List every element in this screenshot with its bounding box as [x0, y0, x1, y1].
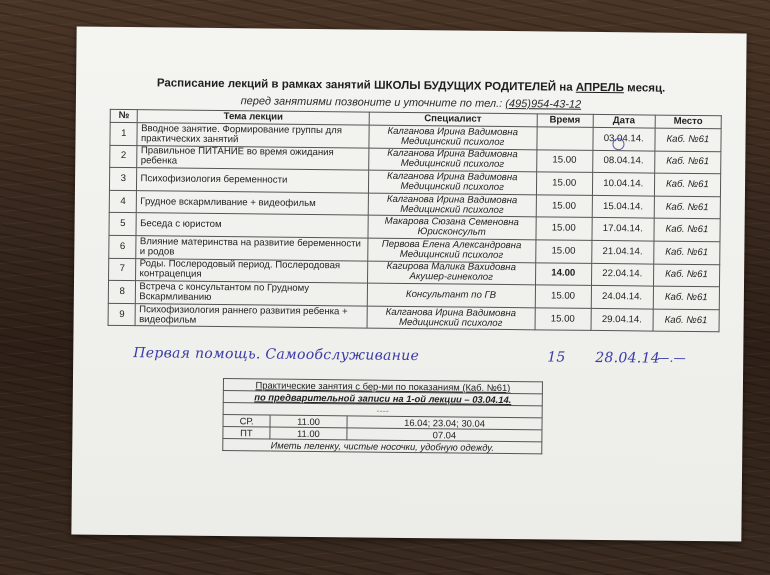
row-time: 15.00: [536, 172, 592, 195]
practice-day: ПТ: [223, 427, 270, 439]
row-place: Каб. №61: [654, 218, 720, 241]
row-specialist: Калганова Ирина Вадимовна Медицинский психолог: [367, 306, 535, 330]
row-num: 7: [109, 258, 137, 281]
row-date: 10.04.14.: [592, 173, 654, 196]
practice-time: 11.00: [270, 427, 347, 440]
row-time: 15.00: [536, 195, 592, 218]
row-date: 24.04.14.: [591, 286, 653, 309]
row-topic: Правильное ПИТАНИЕ во время ожидания ребенка: [137, 145, 368, 170]
row-time: 14.00: [535, 262, 591, 285]
row-num: 3: [109, 168, 137, 191]
practice-title: Практические занятия с бер-ми по показаниям (Каб. №61): [223, 379, 542, 394]
practice-time: 11.00: [270, 415, 347, 428]
row-time: [537, 127, 593, 150]
page-title: Расписание лекций в рамках занятий ШКОЛЫ БУДУЩИХ РОДИТЕЛЕЙ на АПРЕЛЬ месяц.: [156, 77, 666, 95]
header-num: №: [110, 109, 138, 122]
row-time: 15.00: [535, 308, 591, 331]
page-subtitle: перед занятиями позвоните и уточните по тел.: (495)954-43-12: [240, 95, 582, 111]
row-place: Каб. №61: [654, 151, 720, 174]
row-date: 03.04.14.: [593, 127, 655, 150]
row-specialist: Макарова Сюзана Семеновна Юрисконсульт: [368, 215, 536, 239]
header-specialist: Специалист: [369, 112, 537, 127]
row-place: Каб. №61: [653, 241, 719, 264]
handwritten-place: —.—: [657, 350, 687, 365]
row-date: 17.04.14.: [592, 218, 654, 241]
row-date: 08.04.14.: [592, 150, 654, 173]
row-time: 15.00: [536, 217, 592, 240]
row-num: 1: [110, 122, 138, 145]
row-topic: Роды. Послеродовый период. Послеродовая контрацепция: [136, 258, 367, 283]
practice-dashes: ----: [223, 403, 542, 418]
row-date: 21.04.14.: [591, 240, 653, 263]
row-place: Каб. №61: [653, 264, 719, 287]
row-date: 15.04.14.: [592, 195, 654, 218]
row-topic: Влияние материнства на развитие беременности и родов: [136, 236, 367, 261]
row-num: 9: [108, 303, 136, 326]
row-num: 8: [108, 281, 136, 304]
handwritten-date: 28.04.14: [595, 349, 661, 367]
header-topic: Тема лекции: [138, 110, 369, 125]
row-specialist: Первова Елена Александровна Медицинский психолог: [367, 238, 535, 262]
schedule-sheet: [71, 27, 746, 542]
row-place: Каб. №61: [654, 196, 720, 219]
practice-note-row: [223, 439, 542, 454]
row-num: 5: [109, 213, 137, 236]
title-month: АПРЕЛЬ: [575, 81, 624, 95]
row-time: 15.00: [535, 240, 591, 263]
row-num: 2: [110, 145, 138, 168]
row-place: Каб. №61: [653, 286, 719, 309]
practice-dates: 16.04; 23.04; 30.04: [347, 416, 542, 430]
row-specialist: Кагирова Малика Вахидовна Акушер-гинеколог: [367, 261, 535, 285]
practice-sessions-table: [222, 378, 543, 454]
row-date: 29.04.14.: [591, 308, 653, 331]
row-specialist: Консультант по ГВ: [367, 283, 535, 307]
phone-number: (495)954-43-12: [505, 97, 582, 111]
row-time: 15.00: [535, 285, 591, 308]
row-topic: Психофизиология беременности: [137, 168, 368, 193]
row-specialist: Калганова Ирина Вадимовна Медицинский психолог: [369, 125, 537, 149]
header-date: Дата: [593, 114, 655, 128]
practice-note: Иметь пеленку, чистые носочки, удобную одежду.: [223, 439, 542, 454]
handwritten-topic: Первая помощь. Самообслуживание: [133, 345, 420, 365]
practice-subtitle: по предварительной записи на 1-ой лекции – 03.04.14.: [223, 391, 542, 406]
row-place: Каб. №61: [654, 173, 720, 196]
row-place: Каб. №61: [655, 128, 721, 151]
row-place: Каб. №61: [653, 309, 719, 332]
row-topic: Вводное занятие. Формирование группы для практических занятий: [137, 123, 368, 148]
row-num: 4: [109, 190, 137, 213]
row-specialist: Калганова Ирина Вадимовна Медицинский психолог: [368, 170, 536, 194]
row-time: 15.00: [536, 149, 592, 172]
lecture-schedule-table: [108, 109, 722, 333]
row-topic: Встреча с консультантом по Грудному Вскармливанию: [136, 281, 367, 306]
practice-day: СР.: [223, 415, 270, 427]
handwritten-time: 15: [547, 349, 566, 366]
pen-mark: [612, 138, 624, 150]
row-date: 22.04.14.: [591, 263, 653, 286]
header-place: Место: [655, 115, 721, 129]
practice-dates: 07.04: [347, 428, 542, 442]
row-topic: Психофизиология раннего развития ребенка + видеофильм: [136, 303, 367, 328]
header-time: Время: [537, 114, 593, 128]
row-num: 6: [109, 235, 137, 258]
row-specialist: Калганова Ирина Вадимовна Медицинский психолог: [368, 148, 536, 172]
row-specialist: Калганова Ирина Вадимовна Медицинский психолог: [368, 193, 536, 217]
row-topic: Грудное вскармливание + видеофильм: [137, 190, 368, 215]
row-topic: Беседа с юристом: [136, 213, 367, 238]
